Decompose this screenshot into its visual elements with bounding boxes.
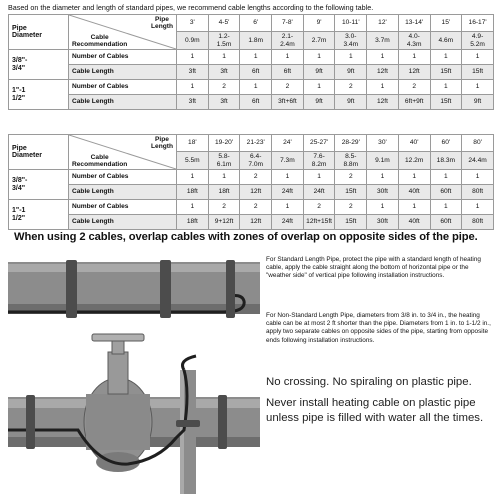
cable-strap: [218, 395, 227, 449]
non-standard-length-paragraph: For Non-Standard Length Pipe, diameters from 3/8 in. to 3/4 in., the heating cable can be at most 2 ft shorter than the pipe. Diameters from 1 in. to 1-1/2 in., apply two separate cables on opposite sides of the pipe, starting from opposite ends following installation instructions.: [266, 312, 491, 344]
cable-table-1: [8, 14, 494, 110]
pipe-length-header: Pipe Length: [151, 136, 173, 150]
pipe-length-cell: 13-14': [398, 15, 430, 32]
num-cables-cell: 1: [430, 80, 462, 95]
header-corner: [69, 15, 177, 50]
cable-length-cell: 6ft: [272, 65, 304, 80]
valve-center: [86, 394, 150, 450]
row-label: Number of Cables: [69, 200, 177, 215]
cable-strap: [176, 420, 200, 427]
cable-rec-cell: 2.7m: [303, 32, 335, 50]
cable-length-cell: 60ft: [430, 185, 462, 200]
cable-rec-cell: 2.1- 2.4m: [272, 32, 304, 50]
num-cables-cell: 2: [335, 200, 367, 215]
num-cables-cell: 1: [177, 50, 209, 65]
cable-rec-cell: 6.4- 7.0m: [240, 152, 272, 170]
row-label: Cable Length: [69, 215, 177, 230]
num-cables-cell: 2: [335, 80, 367, 95]
cable-length-cell: 12ft: [367, 95, 399, 110]
num-cables-cell: 1: [398, 200, 430, 215]
cable-length-cell: 12ft: [240, 215, 272, 230]
num-cables-cell: 1: [303, 170, 335, 185]
num-cables-cell: 2: [398, 80, 430, 95]
num-cables-cell: 1: [303, 50, 335, 65]
cable-rec-cell: 1.8m: [240, 32, 272, 50]
cable-length-cell: 12ft: [240, 185, 272, 200]
pipe-length-cell: 24': [272, 135, 304, 152]
pipe-length-cell: 12': [367, 15, 399, 32]
cable-rec-cell: 3.0- 3.4m: [335, 32, 367, 50]
cable-rec-header: Cable Recommendation: [72, 154, 128, 168]
num-cables-cell: 1: [462, 200, 494, 215]
heating-cable-end: [183, 356, 197, 370]
num-cables-cell: 1: [462, 170, 494, 185]
pipe-length-cell: 3': [177, 15, 209, 32]
cable-rec-cell: 18.3m: [430, 152, 462, 170]
cable-length-cell: 24ft: [303, 185, 335, 200]
cable-length-cell: 9ft: [335, 65, 367, 80]
num-cables-cell: 1: [398, 50, 430, 65]
pipe-length-cell: 28-29': [335, 135, 367, 152]
cable-strap: [226, 260, 235, 318]
num-cables-cell: 1: [208, 50, 240, 65]
cable-length-cell: 60ft: [430, 215, 462, 230]
intro-text: Based on the diameter and length of standard pipes, we recommend cable lengths according to the following table.: [8, 3, 374, 12]
num-cables-cell: 1: [272, 170, 304, 185]
cable-rec-header: Cable Recommendation: [72, 34, 128, 48]
num-cables-cell: 2: [335, 170, 367, 185]
standard-length-paragraph: For Standard Length Pipe, protect the pipe with a standard length of heating cable, apply the cable straight along the bottom of horizontal pipe or the "weather side" of vertical pipe following installation instructions.: [266, 256, 481, 280]
num-cables-cell: 1: [367, 170, 399, 185]
cable-rec-cell: 0.9m: [177, 32, 209, 50]
cable-length-cell: 9+12ft: [208, 215, 240, 230]
num-cables-cell: 2: [303, 200, 335, 215]
cable-length-cell: 40ft: [398, 185, 430, 200]
cable-rec-cell: 9.1m: [367, 152, 399, 170]
cable-length-cell: 12ft: [367, 65, 399, 80]
num-cables-cell: 1: [272, 50, 304, 65]
num-cables-cell: 1: [177, 170, 209, 185]
num-cables-cell: 1: [367, 80, 399, 95]
pipe-length-cell: 30': [367, 135, 399, 152]
cable-rec-cell: 24.4m: [462, 152, 494, 170]
cable-table-2: [8, 134, 494, 230]
cable-rec-cell: 7.3m: [272, 152, 304, 170]
cable-rec-cell: 8.5- 8.8m: [335, 152, 367, 170]
cable-length-cell: 30ft: [367, 215, 399, 230]
num-cables-cell: 1: [462, 50, 494, 65]
cable-rec-cell: 12.2m: [398, 152, 430, 170]
cable-length-cell: 6ft+9ft: [398, 95, 430, 110]
num-cables-cell: 1: [367, 200, 399, 215]
pipe-length-cell: 80': [462, 135, 494, 152]
cable-rec-cell: 4.9- 5.2m: [462, 32, 494, 50]
cable-length-cell: 24ft: [272, 215, 304, 230]
pipe-length-cell: 15': [430, 15, 462, 32]
num-cables-cell: 1: [177, 200, 209, 215]
pipe-illustration: [8, 252, 260, 494]
cable-length-cell: 15ft: [430, 95, 462, 110]
cable-length-cell: 9ft: [303, 95, 335, 110]
row-label: Cable Length: [69, 95, 177, 110]
cable-length-cell: 9ft: [335, 95, 367, 110]
pipe-length-cell: 6': [240, 15, 272, 32]
num-cables-cell: 1: [208, 170, 240, 185]
cable-length-cell: 80ft: [462, 185, 494, 200]
pipe-length-cell: 10-11': [335, 15, 367, 32]
cable-length-cell: 18ft: [177, 185, 209, 200]
cable-length-cell: 15ft: [335, 215, 367, 230]
cable-rec-cell: 4.6m: [430, 32, 462, 50]
num-cables-cell: 1: [398, 170, 430, 185]
num-cables-cell: 1: [240, 50, 272, 65]
pipe-length-cell: 4-5': [208, 15, 240, 32]
cable-rec-cell: 4.0- 4.3m: [398, 32, 430, 50]
pipe-length-cell: 9': [303, 15, 335, 32]
num-cables-cell: 2: [208, 200, 240, 215]
num-cables-cell: 1: [272, 200, 304, 215]
cable-length-cell: 9ft: [303, 65, 335, 80]
cable-length-cell: 12ft+15ft: [303, 215, 335, 230]
warning-plastic-pipe: Never install heating cable on plastic pipe unless pipe is filled with water all the times.: [266, 397, 484, 424]
row-label: Number of Cables: [69, 80, 177, 95]
num-cables-cell: 1: [462, 80, 494, 95]
diameter-cell: 1"-1 1/2": [9, 80, 69, 110]
cable-length-cell: 3ft: [208, 65, 240, 80]
num-cables-cell: 1: [367, 50, 399, 65]
num-cables-cell: 1: [240, 80, 272, 95]
pipe-highlight: [8, 264, 260, 272]
pipe-length-cell: 40': [398, 135, 430, 152]
cable-length-cell: 15ft: [430, 65, 462, 80]
pipe-length-cell: 18': [177, 135, 209, 152]
header-corner: [69, 135, 177, 170]
num-cables-cell: 2: [272, 80, 304, 95]
cable-length-cell: 6ft: [240, 95, 272, 110]
cable-rec-cell: 3.7m: [367, 32, 399, 50]
cable-strap: [66, 260, 77, 318]
pipe-diameter-header: Pipe Diameter: [9, 15, 69, 50]
cable-length-cell: 3ft: [177, 95, 209, 110]
cable-rec-cell: 7.6- 8.2m: [303, 152, 335, 170]
pipe-length-cell: 16-17': [462, 15, 494, 32]
cable-length-cell: 15ft: [335, 185, 367, 200]
valve-stem: [108, 352, 128, 394]
num-cables-cell: 2: [240, 200, 272, 215]
diameter-cell: 3/8"- 3/4": [9, 170, 69, 200]
warning-no-crossing: No crossing. No spiraling on plastic pipe.: [266, 376, 472, 388]
cable-length-cell: 3ft: [208, 95, 240, 110]
row-label: Number of Cables: [69, 50, 177, 65]
cable-length-cell: 40ft: [398, 215, 430, 230]
row-label: Number of Cables: [69, 170, 177, 185]
pipe-length-header: Pipe Length: [151, 16, 173, 30]
valve-neck: [112, 340, 124, 354]
cable-length-cell: 18ft: [208, 185, 240, 200]
cable-rec-cell: 1.2- 1.5m: [208, 32, 240, 50]
cable-length-cell: 24ft: [272, 185, 304, 200]
num-cables-cell: 1: [430, 50, 462, 65]
cable-length-cell: 3ft: [177, 65, 209, 80]
diameter-cell: 3/8"- 3/4": [9, 50, 69, 80]
cable-rec-cell: 5.5m: [177, 152, 209, 170]
cable-length-cell: 18ft: [177, 215, 209, 230]
cable-length-cell: 15ft: [462, 65, 494, 80]
num-cables-cell: 1: [430, 170, 462, 185]
diameter-cell: 1"-1 1/2": [9, 200, 69, 230]
pipe-length-cell: 60': [430, 135, 462, 152]
num-cables-cell: 1: [177, 80, 209, 95]
row-label: Cable Length: [69, 185, 177, 200]
num-cables-cell: 2: [240, 170, 272, 185]
num-cables-cell: 1: [430, 200, 462, 215]
cable-strap: [26, 395, 35, 449]
overlap-note: When using 2 cables, overlap cables with zones of overlap on opposite sides of the pipe.: [14, 231, 478, 243]
row-label: Cable Length: [69, 65, 177, 80]
pipe-length-cell: 7-8': [272, 15, 304, 32]
cable-strap: [160, 260, 171, 318]
num-cables-cell: 1: [335, 50, 367, 65]
pipe-diameter-header: Pipe Diameter: [9, 135, 69, 170]
cable-length-cell: 3ft+6ft: [272, 95, 304, 110]
cable-length-cell: 6ft: [240, 65, 272, 80]
cable-length-cell: 9ft: [462, 95, 494, 110]
num-cables-cell: 2: [208, 80, 240, 95]
cable-length-cell: 12ft: [398, 65, 430, 80]
num-cables-cell: 1: [303, 80, 335, 95]
pipe-length-cell: 19-20': [208, 135, 240, 152]
cable-rec-cell: 5.8- 6.1m: [208, 152, 240, 170]
cable-length-cell: 30ft: [367, 185, 399, 200]
cable-length-cell: 80ft: [462, 215, 494, 230]
pipe-length-cell: 21-23': [240, 135, 272, 152]
pipe-length-cell: 25-27': [303, 135, 335, 152]
valve-handle: [92, 334, 144, 341]
